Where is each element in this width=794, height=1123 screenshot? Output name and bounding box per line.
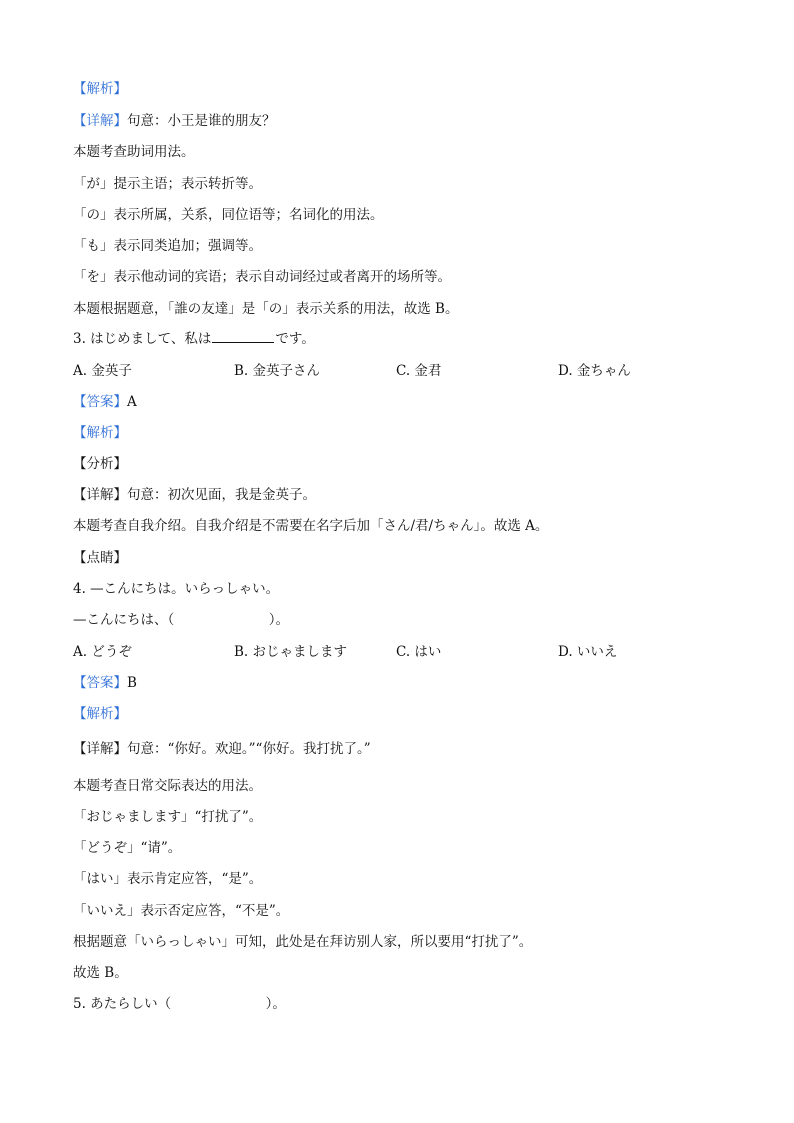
- q3-analysis-tag: 【解析】: [73, 425, 127, 441]
- q4-reason: 根据题意「いらっしゃい」可知，此处是在拜访别人家，所以要用“打扰了”。: [73, 934, 533, 950]
- q2-topic: 本题考查助词用法。: [73, 144, 195, 160]
- q2-detail-text: 句意：小王是谁的朋友？: [127, 113, 276, 129]
- q2-analysis-tag: 【解析】: [73, 81, 127, 97]
- q4-option-c: C. はい: [396, 644, 442, 660]
- q3-option-b: B. 金英子さん: [234, 363, 321, 379]
- q4-answer-tag: 【答案】: [73, 675, 127, 691]
- q3-explain: 本题考查自我介绍。自我介绍是不需要在名字后加「さん/君/ちゃん」。故选 A。: [73, 518, 549, 534]
- q4-analysis-tag: 【解析】: [73, 706, 127, 722]
- q2-point-no: 「の」表示所属，关系，同位语等；名词化的用法。: [73, 207, 384, 223]
- q2-point-mo: 「も」表示同类追加；强调等。: [73, 238, 262, 254]
- q4-topic: 本题考查日常交际表达的用法。: [73, 778, 262, 794]
- q3-stem-before: 3. はじめまして、私は: [73, 331, 212, 347]
- q3-stem-after: です。: [275, 331, 315, 347]
- q4-answer: [73, 674, 137, 692]
- q4-stem-2: —こんにちは、（ ）。: [73, 612, 289, 628]
- q3-answer: [73, 393, 137, 411]
- q4-option-b: B. おじゃまします: [234, 644, 348, 660]
- q4-detail-text: 句意：“你好。欢迎。”“你好。我打扰了。”: [127, 741, 371, 757]
- q4-answer-value: B: [127, 675, 137, 691]
- q2-point-wo: 「を」表示他动词的宾语；表示自动词经过或者离开的场所等。: [73, 269, 451, 285]
- q3-option-a: A. 金英子: [73, 363, 132, 379]
- q3-answer-tag: 【答案】: [73, 394, 127, 410]
- q2-conclusion: 本题根据题意，「誰の友達」是「の」表示关系的用法，故选 B。: [73, 301, 459, 317]
- q4-detail: [73, 740, 371, 758]
- q3-blank: [212, 330, 274, 343]
- q4-point-iie: 「いいえ」表示否定应答，“不是”。: [73, 903, 290, 919]
- q4-option-d: D. いいえ: [558, 644, 618, 660]
- q4-stem-1: 4. —こんにちは。いらっしゃい。: [73, 581, 280, 597]
- q4-point-hai: 「はい」表示肯定应答，“是”。: [73, 871, 263, 887]
- q3-dianjing-tag: 【点睛】: [73, 550, 127, 566]
- q3-answer-value: A: [127, 394, 137, 410]
- q2-point-ga: 「が」提示主语；表示转折等。: [73, 176, 262, 192]
- q4-detail-tag: 【详解】: [73, 741, 127, 757]
- q4-choose: 故选 B。: [73, 965, 128, 981]
- q3-option-d: D. 金ちゃん: [558, 363, 631, 379]
- q3-fenxi-tag: 【分析】: [73, 456, 127, 472]
- q3-detail-tag: 【详解】: [73, 487, 127, 503]
- q4-option-a: A. どうぞ: [73, 644, 132, 660]
- q3-stem: [73, 330, 315, 348]
- q3-option-c: C. 金君: [396, 363, 442, 379]
- q4-point-douzo: 「どうぞ」“请”。: [73, 840, 182, 856]
- q2-detail-tag: 【详解】: [73, 113, 127, 129]
- q5-stem: 5. あたらしい（ ）。: [73, 996, 286, 1012]
- q2-detail: [73, 112, 276, 130]
- q3-detail: [73, 486, 316, 504]
- q4-point-ojama: 「おじゃまします」“打扰了”。: [73, 809, 263, 825]
- q3-detail-text: 句意：初次见面，我是金英子。: [127, 487, 316, 503]
